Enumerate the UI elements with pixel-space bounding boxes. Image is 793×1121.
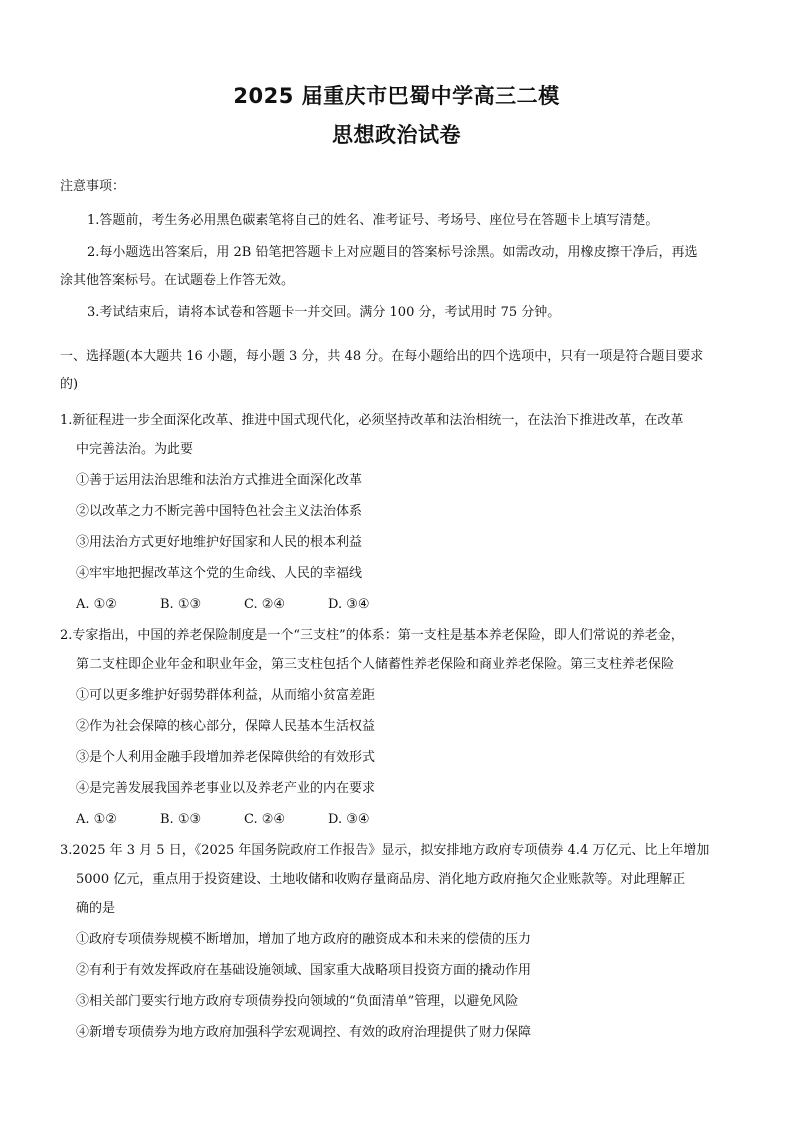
notice-item-1: 1.答题前，考生务必用黑色碳素笔将自己的姓名、准考证号、考场号、座位号在答题卡上填写清楚。	[87, 213, 659, 228]
q1-option-d[interactable]: D. ③④	[328, 597, 370, 612]
q2-statement-1: ①可以更多维护好弱势群体利益，从而缩小贫富差距	[76, 688, 376, 703]
q3-statement-4: ④新增专项债券为地方政府加强科学宏观调控、有效的政府治理提供了财力保障	[76, 1025, 532, 1040]
notice-item-2-line-1: 2.每小题选出答案后，用 2B 铅笔把答题卡上对应题目的答案标号涂黑。如需改动，用橡皮擦干净后，再选	[87, 245, 698, 260]
q2-option-c[interactable]: C. ②④	[244, 812, 286, 827]
q3-statement-3: ③相关部门要实行地方政府专项债券投向领域的“负面清单”管理，以避免风险	[76, 994, 519, 1009]
q1-statement-4: ④牢牢地把握改革这个党的生命线、人民的幸福线	[76, 566, 363, 581]
q2-options	[76, 812, 370, 828]
q2-statement-2: ②作为社会保障的核心部分，保障人民基本生活权益	[76, 719, 376, 734]
notice-heading: 注意事项：	[60, 179, 126, 194]
q3-statement-2: ②有利于有效发挥政府在基础设施领域、国家重大战略项目投资方面的撬动作用	[76, 963, 532, 978]
q1-option-b[interactable]: B. ①③	[160, 597, 202, 612]
q1-option-a[interactable]: A. ①②	[76, 597, 117, 612]
section-heading-line-2: 的)	[60, 377, 79, 392]
q1-statement-2: ②以改革之力不断完善中国特色社会主义法治体系	[76, 504, 363, 519]
q1-statement-1: ①善于运用法治思维和法治方式推进全面深化改革	[76, 473, 363, 488]
q3-statement-1: ①政府专项债券规模不断增加，增加了地方政府的融资成本和未来的偿债的压力	[76, 932, 532, 947]
q2-statement-3: ③是个人利用金融手段增加养老保障供给的有效形式	[76, 750, 376, 765]
section-heading-line-1: 一、选择题(本大题共 16 小题，每小题 3 分，共 48 分。在每小题给出的四个选项中，只有一项是符合题目要求	[60, 349, 704, 364]
q3-stem-line-1: 3.2025 年 3 月 5 日，《2025 年国务院政府工作报告》显示，拟安排地方政府专项债券 4.4 万亿元、比上年增加	[60, 843, 710, 858]
q2-option-d[interactable]: D. ③④	[328, 812, 370, 827]
q1-options	[76, 597, 370, 613]
q2-option-a[interactable]: A. ①②	[76, 812, 117, 827]
q1-stem-line-1: 1.新征程进一步全面深化改革、推进中国式现代化，必须坚持改革和法治相统一，在法治下推进改革，在改革	[60, 413, 684, 428]
q2-stem-line-1: 2.专家指出，中国的养老保险制度是一个“三支柱”的体系：第一支柱是基本养老保险，即人们常说的养老金，	[60, 628, 684, 643]
q1-statement-3: ③用法治方式更好地维护好国家和人民的根本利益	[76, 535, 363, 550]
q3-stem-line-2: 5000 亿元，重点用于投资建设、土地收储和收购存量商品房、消化地方政府拖欠企业账款等。对此理解正	[76, 872, 686, 887]
q1-option-c[interactable]: C. ②④	[244, 597, 286, 612]
q2-stem-line-2: 第二支柱即企业年金和职业年金，第三支柱包括个人储蓄性养老保险和商业养老保险。第三支柱养老保险	[76, 657, 675, 672]
notice-item-2-line-2: 涂其他答案标号。在试题卷上作答无效。	[60, 273, 295, 288]
exam-subject-title: 思想政治试卷	[332, 123, 461, 147]
q3-stem-line-3: 确的是	[76, 901, 116, 916]
exam-title: 2025 届重庆市巴蜀中学高三二模	[233, 84, 560, 108]
notice-item-3: 3.考试结束后，请将本试卷和答题卡一并交回。满分 100 分，考试用时 75 分钟。	[87, 305, 561, 320]
q2-option-b[interactable]: B. ①③	[160, 812, 202, 827]
q2-statement-4: ④是完善发展我国养老事业以及养老产业的内在要求	[76, 781, 376, 796]
q1-stem-line-2: 中完善法治。为此要	[76, 442, 194, 457]
